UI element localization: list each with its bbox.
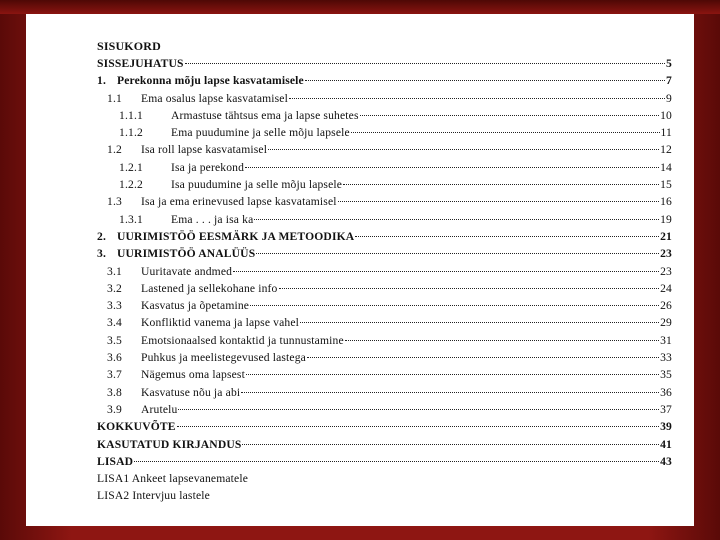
toc-entry [97, 228, 672, 245]
toc-entry [97, 418, 672, 435]
toc-entry-number: 3.8 [107, 385, 122, 399]
toc-entry-title: UURIMISTÖÖ ANALÜÜS [117, 247, 256, 261]
toc-entry-title: Kasvatuse nõu ja abi [141, 385, 241, 399]
toc-entry-number: 1.1.2 [119, 126, 143, 140]
toc-entry-title: Ema . . . ja isa ka [171, 212, 254, 226]
toc-entry [97, 280, 672, 297]
toc-entry-number: 3.3 [107, 299, 122, 313]
toc-entry-number: 1.2 [107, 143, 122, 157]
toc-entry-page: 10 [660, 108, 672, 122]
toc-entry-page: 19 [660, 212, 672, 226]
toc-entry-title: LISAD [97, 454, 134, 468]
toc-entry-number: 3.6 [107, 351, 122, 365]
toc-dot-leader [241, 392, 659, 393]
toc-entry-page: 43 [660, 454, 672, 468]
toc-entry-number: 3.1 [107, 264, 122, 278]
toc-entry-title: Kasvatus ja õpetamine [141, 299, 250, 313]
toc-entry [97, 159, 672, 176]
toc-entry [97, 124, 672, 141]
toc-entry-title: Isa puudumine ja selle mõju lapsele [171, 178, 343, 192]
toc-dot-leader [360, 115, 659, 116]
toc-entry-page: 36 [660, 385, 672, 399]
toc-entry [97, 90, 672, 107]
toc-dot-leader [233, 271, 659, 272]
toc-entry-title: Lastened ja sellekohane info [141, 281, 278, 295]
toc-entry-number: 1. [97, 74, 106, 88]
toc-entry [97, 245, 672, 262]
toc-entry-title: Puhkus ja meelistegevused lastega [141, 351, 306, 365]
toc-entry-number: 1.3.1 [119, 212, 143, 226]
toc-dot-leader [242, 444, 659, 445]
toc-dot-leader [343, 184, 659, 185]
toc-entry-page: 21 [660, 229, 672, 243]
toc-entry [97, 401, 672, 418]
toc-entry-number: 1.1 [107, 91, 122, 105]
toc-entry [97, 314, 672, 331]
toc-dot-leader [300, 322, 659, 323]
toc-dot-leader [279, 288, 660, 289]
toc-entry-title: SISSEJUHATUS [97, 57, 184, 70]
toc-entry-page: 35 [660, 368, 672, 382]
toc-entry-number: 3.2 [107, 281, 122, 295]
table-of-contents [97, 37, 672, 505]
toc-entry-number: 1.2.1 [119, 160, 143, 174]
toc-entry-page: 37 [660, 402, 672, 416]
toc-entry-number: 3.4 [107, 316, 122, 330]
toc-dot-leader [355, 236, 659, 237]
toc-entry-page: 39 [660, 420, 672, 434]
toc-dot-leader [246, 374, 659, 375]
toc-entry-page: 12 [660, 143, 672, 157]
toc-dot-leader [250, 305, 659, 306]
toc-entry-number: 3.7 [107, 368, 122, 382]
toc-entry-number: 1.3 [107, 195, 122, 209]
toc-dot-leader [338, 201, 659, 202]
toc-entry-title: Isa ja ema erinevused lapse kasvatamisel [141, 195, 337, 209]
toc-entry-page: 16 [660, 195, 672, 209]
toc-entry [97, 176, 672, 193]
toc-entry-page: 31 [660, 333, 672, 347]
toc-entry-title: Konfliktid vanema ja lapse vahel [141, 316, 300, 330]
toc-entry-page: 7 [666, 74, 672, 88]
toc-entry-number: 2. [97, 229, 106, 243]
toc-dot-leader [245, 167, 659, 168]
toc-entry-page: 5 [666, 57, 672, 70]
toc-entry [97, 297, 672, 314]
toc-dot-leader [289, 98, 665, 99]
toc-entry-page: 23 [660, 247, 672, 261]
toc-appendix: LISA2 Intervjuu lastele [97, 489, 210, 503]
toc-appendices [97, 470, 672, 505]
toc-entry-title: Perekonna mõju lapse kasvatamisele [117, 74, 304, 88]
toc-entry-title: Nägemus oma lapsest [141, 368, 245, 382]
document-page [26, 14, 694, 526]
toc-dot-leader [256, 253, 659, 254]
toc-entry-title: Ema puudumine ja selle mõju lapsele [171, 126, 350, 140]
toc-dot-leader [178, 409, 659, 410]
toc-dot-leader [185, 63, 665, 64]
slide-top-border [0, 0, 720, 14]
toc-entry [97, 211, 672, 228]
toc-entry-page: 26 [660, 299, 672, 313]
toc-entry [97, 55, 672, 72]
toc-dot-leader [134, 461, 659, 462]
toc-entry-page: 41 [660, 437, 672, 451]
toc-entries [97, 55, 672, 470]
toc-entry-page: 29 [660, 316, 672, 330]
toc-entry [97, 263, 672, 280]
toc-entry [97, 193, 672, 210]
toc-dot-leader [254, 219, 659, 220]
toc-entry-title: Isa roll lapse kasvatamisel [141, 143, 268, 157]
toc-entry-title: KOKKUVÕTE [97, 420, 176, 434]
toc-entry [97, 141, 672, 158]
toc-entry-title: Arutelu [141, 402, 178, 416]
toc-entry-number: 3.9 [107, 402, 122, 416]
toc-dot-leader [268, 149, 659, 150]
toc-entry [97, 72, 672, 89]
toc-entry [97, 384, 672, 401]
toc-entry-page: 14 [660, 160, 672, 174]
toc-dot-leader [177, 426, 659, 427]
toc-dot-leader [307, 357, 659, 358]
toc-dot-leader [305, 80, 665, 81]
toc-entry-page: 15 [660, 178, 672, 192]
toc-entry [97, 107, 672, 124]
toc-entry [97, 453, 672, 470]
toc-entry-number: 3. [97, 247, 106, 261]
toc-appendix: LISA1 Ankeet lapsevanematele [97, 472, 249, 486]
toc-entry-number: 1.1.1 [119, 108, 143, 122]
toc-dot-leader [351, 132, 660, 133]
toc-entry-title: KASUTATUD KIRJANDUS [97, 437, 242, 451]
toc-entry-title: UURIMISTÖÖ EESMÄRK JA METOODIKA [117, 229, 355, 243]
toc-entry [97, 349, 672, 366]
toc-entry [97, 332, 672, 349]
toc-entry-title: Isa ja perekond [171, 160, 245, 174]
toc-entry [97, 366, 672, 383]
toc-entry-title: Emotsionaalsed kontaktid ja tunnustamine [141, 333, 344, 347]
toc-entry-title: Armastuse tähtsus ema ja lapse suhetes [171, 108, 359, 122]
toc-entry-number: 1.2.2 [119, 178, 143, 192]
toc-entry-title: Ema osalus lapse kasvatamisel [141, 91, 288, 105]
toc-entry-page: 11 [660, 126, 672, 140]
toc-entry-number: 3.5 [107, 333, 122, 347]
toc-entry-page: 23 [660, 264, 672, 278]
toc-dot-leader [345, 340, 659, 341]
toc-entry-page: 24 [660, 281, 672, 295]
toc-entry-title: Uuritavate andmed [141, 264, 233, 278]
toc-entry-page: 9 [666, 91, 672, 105]
toc-title: SISUKORD [97, 39, 161, 53]
toc-entry-page: 33 [660, 351, 672, 365]
toc-entry [97, 436, 672, 453]
